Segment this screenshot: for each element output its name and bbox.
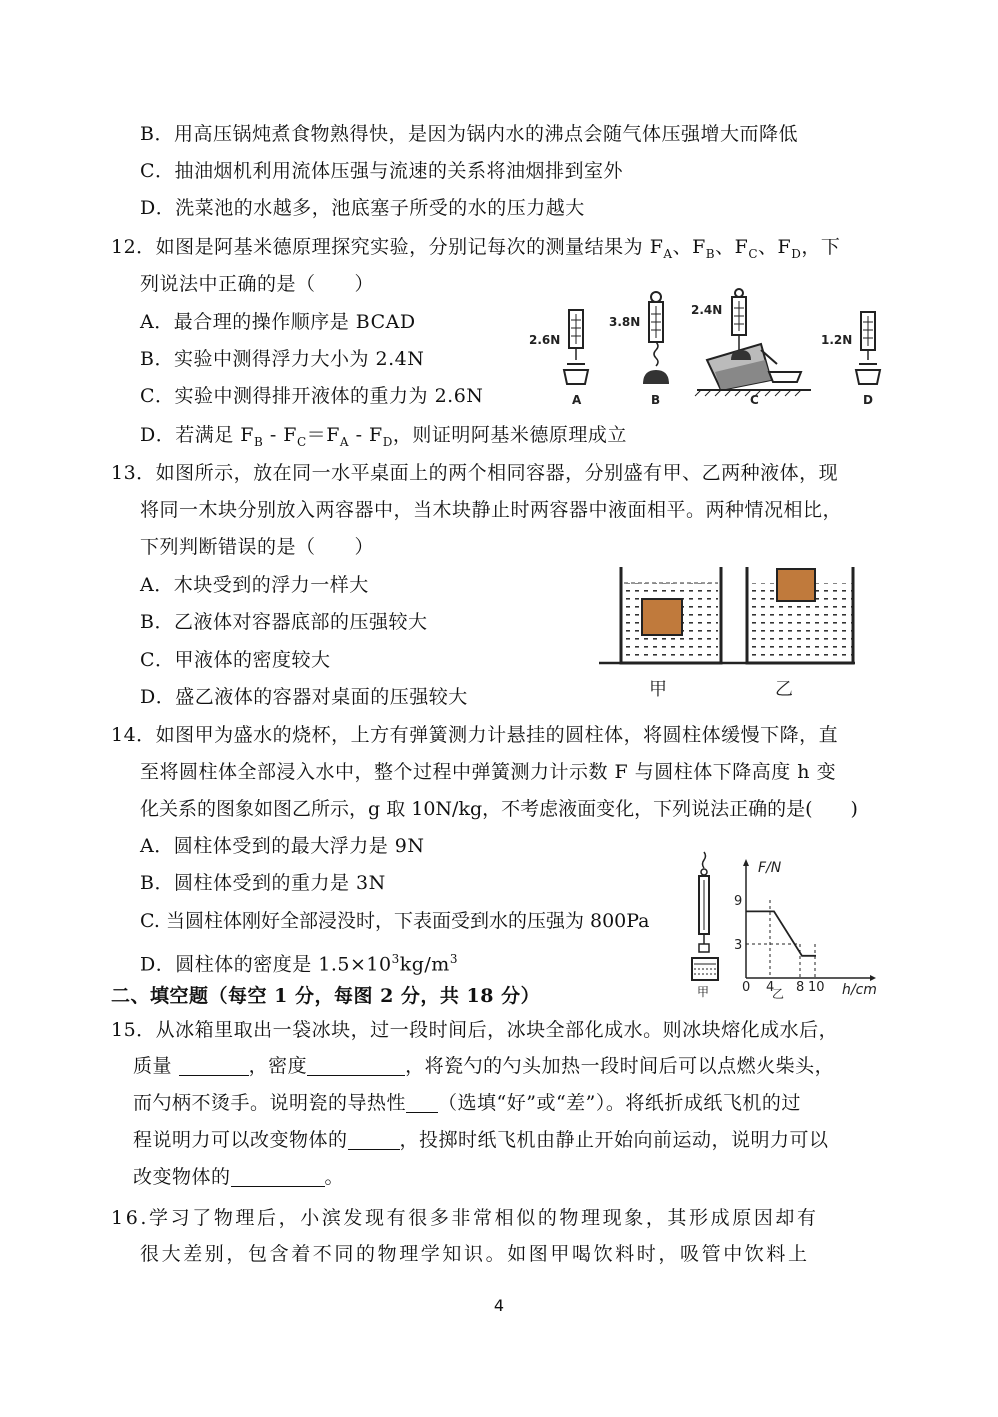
- blank-motion[interactable]: [231, 1166, 325, 1187]
- container-yi: [747, 567, 853, 663]
- q14-option-a: A．圆柱体受到的最大浮力是 9N: [140, 835, 425, 857]
- y-axis-label: F/N: [758, 860, 782, 876]
- x-tick-0: 0: [742, 980, 751, 995]
- q16-line1: 16.学习了物理后，小滨发现有很多非常相似的物理现象，其形成原因却有: [111, 1207, 819, 1229]
- q15-line1: 15．从冰箱里取出一袋冰块，过一段时间后，冰块全部化成水。则冰块熔化成水后，: [111, 1019, 839, 1041]
- q16-line2: 很大差别，包含着不同的物理学知识。如图甲喝饮料时，吸管中饮料上: [140, 1243, 810, 1265]
- q15-line5: 改变物体的 。: [133, 1166, 345, 1188]
- q13-option-a: A．木块受到的浮力一样大: [140, 574, 369, 596]
- q12-option-c: C．实验中测得排开液体的重力为 2.6N: [140, 385, 484, 407]
- blank-mass[interactable]: [179, 1055, 249, 1076]
- page-number: 4: [493, 1296, 505, 1315]
- q13-stem-line3: 下列判断错误的是（ ）: [140, 536, 375, 558]
- q11-option-c: C．抽油烟机利用流体压强与流速的关系将油烟排到室外: [140, 160, 624, 182]
- q14-option-c: C. 当圆柱体刚好全部浸没时，下表面受到水的压强为 800Pa: [140, 910, 650, 932]
- label-jia: 甲: [649, 679, 667, 700]
- label-yi-fig14: 乙: [772, 987, 785, 1000]
- label-d: D: [863, 393, 873, 407]
- x-tick-4: 4: [766, 980, 775, 995]
- q11-option-b: B．用高压锅炖煮食物熟得快，是因为锅内水的沸点会随气体压强增大而降低: [140, 123, 798, 145]
- q12-figure-a: [529, 310, 588, 407]
- y-tick-9: 9: [734, 894, 743, 909]
- q14-stem-line2: 至将圆柱体全部浸入水中，整个过程中弹簧测力计示数 F 与圆柱体下降高度 h 变: [140, 761, 837, 783]
- q14-stem-line1: 14．如图甲为盛水的烧杯，上方有弹簧测力计悬挂的圆柱体，将圆柱体缓慢下降，直: [111, 724, 839, 746]
- reading-b: 3.8N: [609, 315, 641, 329]
- q14-chart: [734, 859, 877, 1000]
- x-tick-10: 10: [808, 980, 825, 995]
- q13-option-c: C．甲液体的密度较大: [140, 649, 331, 671]
- label-a: A: [572, 393, 582, 407]
- q12-figure-c: [691, 289, 811, 407]
- x-tick-8: 8: [796, 980, 805, 995]
- q12-option-d: D．若满足 $F_B - F_C=F_A - F_D$，则证明阿基米德原理成立: [140, 424, 627, 449]
- q13-figure: [597, 563, 857, 705]
- reading-d: 1.2N: [821, 333, 853, 347]
- q14-figure: [684, 848, 890, 1000]
- q12-figure: [525, 288, 885, 412]
- q12-stem-line2: 列说法中正确的是（ ）: [140, 273, 375, 295]
- q14-figure-jia: [692, 852, 718, 999]
- q15-line4: 程说明力可以改变物体的 ，投掷时纸飞机由静止开始向前运动，说明力可以: [133, 1129, 829, 1151]
- x-axis-label: h/cm: [842, 982, 877, 998]
- q13-stem-line1: 13．如图所示，放在同一水平桌面上的两个相同容器，分别盛有甲、乙两种液体，现: [111, 462, 839, 484]
- label-c: C: [750, 393, 759, 407]
- q12-option-b: B．实验中测得浮力大小为 2.4N: [140, 348, 425, 370]
- container-jia: [621, 567, 721, 663]
- blank-conductivity[interactable]: [406, 1092, 438, 1113]
- force-height-curve: [746, 911, 816, 955]
- reading-c: 2.4N: [691, 303, 723, 317]
- q15-line2: 质量 ，密度 ，将瓷勺的勺头加热一段时间后可以点燃火柴头，: [133, 1055, 835, 1077]
- q12-option-a: A．最合理的操作顺序是 BCAD: [140, 311, 416, 333]
- label-yi: 乙: [775, 679, 793, 700]
- q12-figure-b: [609, 292, 669, 407]
- reading-a: 2.6N: [529, 333, 561, 347]
- q13-option-d: D．盛乙液体的容器对桌面的压强较大: [140, 686, 468, 708]
- label-jia-fig14: 甲: [697, 985, 710, 999]
- q12-figure-d: [821, 312, 880, 407]
- q14-stem-line3: 化关系的图象如图乙所示，g 取 10N/kg，不考虑液面变化，下列说法正确的是( ): [140, 798, 858, 820]
- q12-stem-line1: 12．如图是阿基米德原理探究实验，分别记每次的测量结果为 $F_A$、$F_B$、$F_C$、$F_D$，下: [111, 236, 841, 261]
- blank-shape[interactable]: [348, 1129, 400, 1150]
- q13-option-b: B．乙液体对容器底部的压强较大: [140, 611, 428, 633]
- q14-option-d: D．圆柱体的密度是 $1.5\times 10^3kg/m^3$: [140, 952, 458, 976]
- y-tick-3: 3: [734, 938, 743, 953]
- blank-density[interactable]: [307, 1055, 405, 1076]
- q13-stem-line2: 将同一木块分别放入两容器中，当木块静止时两容器中液面相平。两种情况相比，: [140, 499, 843, 521]
- q11-option-d: D．洗菜池的水越多，池底塞子所受的水的压力越大: [140, 197, 585, 219]
- label-b: B: [651, 393, 661, 407]
- q15-line3: 而勺柄不烫手。说明瓷的导热性 （选填“好”或“差”）。将纸折成纸飞机的过: [133, 1092, 801, 1114]
- q14-option-b: B．圆柱体受到的重力是 3N: [140, 872, 386, 894]
- section-2-header: 二、填空题（每空 1 分，每图 2 分，共 18 分）: [111, 985, 541, 1007]
